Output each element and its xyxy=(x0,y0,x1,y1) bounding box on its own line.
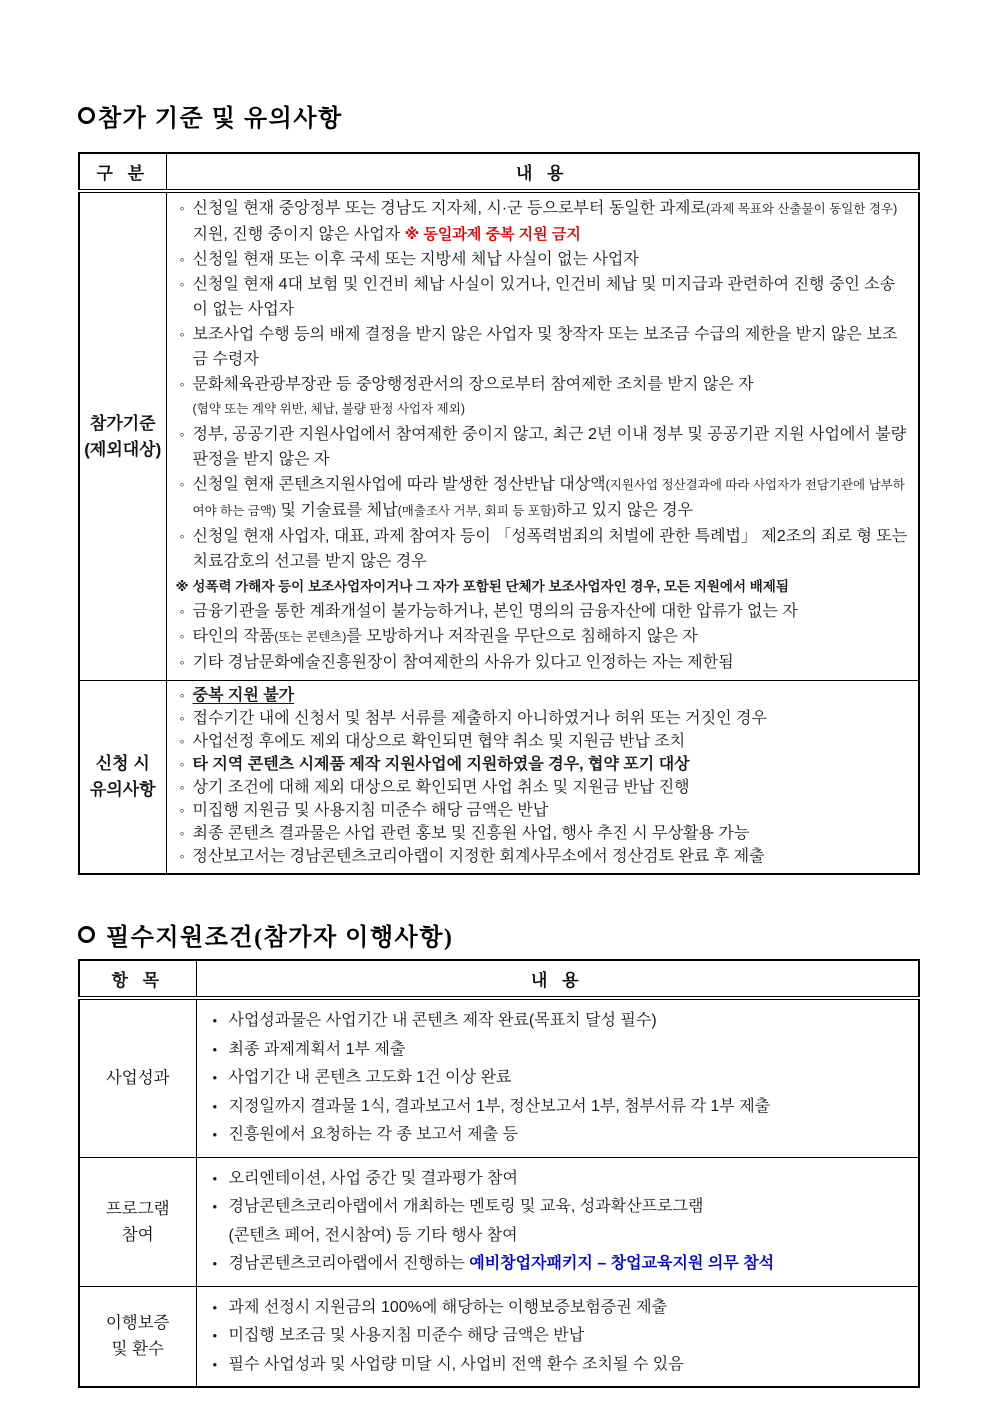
text-segment: 진흥원에서 요청하는 각 종 보고서 제출 등 xyxy=(228,1126,518,1143)
open-circle-bullet-icon: ◦ xyxy=(179,276,185,292)
open-circle-bullet-icon: ◦ xyxy=(179,756,185,772)
open-circle-bullet-icon: ◦ xyxy=(179,802,185,818)
section-participation-criteria xyxy=(78,98,920,875)
open-circle-bullet-icon: ◦ xyxy=(179,603,185,619)
open-circle-bullet-icon: ◦ xyxy=(179,476,185,492)
dot-bullet-icon: • xyxy=(212,1299,218,1315)
item-text xyxy=(193,845,911,868)
text-segment: 최종 과제계획서 1부 제출 xyxy=(228,1040,406,1058)
text-segment: 신청일 현재 4대 보험 및 인건비 체납 사실이 있거나, 인건비 체납 및 미지급과 관련하여 진행 중인 소송이 없는 사업자 xyxy=(192,276,896,318)
item-text xyxy=(193,422,911,472)
list-item xyxy=(211,1093,911,1122)
list-item xyxy=(211,1064,911,1093)
text-segment: 문화체육관광부장관 등 중앙행정관서의 장으로부터 참여제한 조치를 받지 않은 자 xyxy=(192,376,754,393)
list-item xyxy=(172,845,911,868)
table-header-row xyxy=(79,153,919,191)
table-row xyxy=(79,681,919,875)
item-text xyxy=(193,684,911,707)
item-text xyxy=(193,272,911,322)
dot-bullet-icon: • xyxy=(212,1170,218,1186)
open-circle-bullet-icon: ◦ xyxy=(179,251,185,267)
row-content-cell xyxy=(166,191,919,681)
text-segment: 경남콘텐츠코리아랩에서 진행하는 xyxy=(228,1255,470,1272)
list-item xyxy=(172,650,911,675)
dot-bullet-icon: • xyxy=(212,1127,218,1142)
dot-bullet-icon: • xyxy=(212,1098,218,1114)
item-text xyxy=(193,822,911,845)
list-item xyxy=(211,1322,911,1351)
table-row xyxy=(79,1157,919,1286)
list-item xyxy=(172,472,911,524)
text-segment: 과제 선정시 지원금의 100%에 해당하는 이행보증보험증권 제출 xyxy=(228,1298,668,1316)
text-segment: 보조사업 수행 등의 배제 결정을 받지 않은 사업자 및 창작자 또는 보조금 수급의 제한을 받지 않은 보조금 수령자 xyxy=(192,326,898,368)
circle-outline-icon xyxy=(78,107,95,124)
text-segment: 예비창업자패키지 – 창업교육지원 의무 참석 xyxy=(469,1255,775,1272)
row-content-cell xyxy=(196,1286,919,1387)
list-item xyxy=(172,776,911,799)
item-text xyxy=(193,799,911,822)
row-label-cell xyxy=(79,998,196,1157)
conditions-table xyxy=(78,959,920,1388)
open-circle-bullet-icon: ◦ xyxy=(179,779,185,795)
open-circle-bullet-icon: ◦ xyxy=(179,710,185,726)
item-text xyxy=(229,1322,911,1351)
open-circle-bullet-icon: ◦ xyxy=(179,848,185,864)
list-item xyxy=(172,624,911,650)
item-text xyxy=(229,1165,911,1194)
row-content-cell xyxy=(196,998,919,1157)
list-item xyxy=(172,422,911,472)
row-label-cell xyxy=(79,1286,196,1387)
row-label-cell xyxy=(79,191,166,681)
text-segment: 를 모방하거나 저작권을 무단으로 침해하지 않은 자 xyxy=(346,628,698,645)
table-row xyxy=(79,998,919,1157)
text-segment: 정부, 공공기관 지원사업에서 참여제한 중이지 않고, 최근 2년 이내 정부 및 공공기관 지원 사업에서 불량 판정을 받지 않은 자 xyxy=(192,426,907,468)
item-text xyxy=(193,247,911,272)
row-label-line: 신청 시 xyxy=(95,754,150,773)
item-text xyxy=(193,472,911,524)
item-text xyxy=(193,707,911,730)
text-segment: 기타 경남문화예술진흥원장이 참여제한의 사유가 있다고 인정하는 자는 제한됨 xyxy=(192,654,734,671)
item-text xyxy=(193,196,911,247)
item-text xyxy=(229,1036,911,1065)
open-circle-bullet-icon: ◦ xyxy=(179,654,185,670)
item-text xyxy=(193,753,911,776)
row-label-cell xyxy=(79,681,166,875)
text-segment: 최종 콘텐츠 결과물은 사업 관련 홍보 및 진흥원 사업, 행사 추진 시 무상활용 가능 xyxy=(192,825,750,842)
text-segment: 지원, 진행 중이지 않은 사업자 xyxy=(192,226,405,243)
table-row xyxy=(79,1286,919,1387)
text-segment: 금융기관을 통한 계좌개설이 불가능하거나, 본인 명의의 금융자산에 대한 압류가 없는 자 xyxy=(192,603,798,620)
row-label-line: 및 환수 xyxy=(111,1340,164,1359)
item-text xyxy=(175,524,911,599)
text-segment: (지원사업 정산결과에 따라 사업자가 전담기관에 납부하여야 하는 금액) xyxy=(192,478,905,518)
dot-bullet-icon: • xyxy=(212,1041,218,1057)
text-segment: 타인의 작품 xyxy=(192,628,275,645)
open-circle-bullet-icon: ◦ xyxy=(179,426,185,442)
item-text xyxy=(193,624,911,650)
row-content-cell xyxy=(196,1157,919,1286)
text-segment: 지정일까지 결과물 1식, 결과보고서 1부, 정산보고서 1부, 첨부서류 각 1부 제출 xyxy=(228,1097,771,1115)
list-item xyxy=(172,272,911,322)
section-mandatory-conditions xyxy=(78,917,920,1388)
item-text xyxy=(193,322,911,372)
list-item xyxy=(211,1165,911,1194)
dot-bullet-icon: • xyxy=(212,1070,218,1085)
list-item xyxy=(172,247,911,272)
text-segment: 사업기간 내 콘텐츠 고도화 1건 이상 완료 xyxy=(228,1069,512,1086)
dot-bullet-icon: • xyxy=(212,1013,218,1028)
conditions-table-body xyxy=(79,998,919,1387)
row-label-line: 참여 xyxy=(121,1225,154,1244)
row-label-line: 이행보증 xyxy=(105,1314,170,1333)
item-text xyxy=(229,1351,911,1380)
item-text xyxy=(193,599,911,624)
text-segment: 미집행 보조금 및 사용지침 미준수 해당 금액은 반납 xyxy=(228,1327,585,1344)
list-item xyxy=(211,1250,911,1279)
item-subline: (콘텐츠 페어, 전시참여) 등 기타 행사 참여 xyxy=(228,1226,518,1244)
text-segment: 신청일 현재 중앙정부 또는 경남도 지자체, 시·군 등으로부터 동일한 과제로 xyxy=(192,200,706,217)
item-subline: (협약 또는 계약 위반, 체납, 불량 판정 사업자 제외) xyxy=(192,402,465,416)
item-text xyxy=(229,1093,911,1122)
item-text xyxy=(229,1250,911,1279)
open-circle-bullet-icon: ◦ xyxy=(179,528,185,544)
item-text xyxy=(193,776,911,799)
table-row xyxy=(79,191,919,681)
row-label-line: 참가기준 xyxy=(89,413,156,433)
row-label-line: 사업성과 xyxy=(105,1069,170,1088)
section-title xyxy=(78,917,920,952)
column-header-content: 내 용 xyxy=(166,153,919,191)
open-circle-bullet-icon: ◦ xyxy=(179,825,185,841)
list-item xyxy=(211,1036,911,1065)
column-header-category: 구 분 xyxy=(79,153,166,191)
list-item xyxy=(172,599,911,624)
circle-outline-icon xyxy=(78,926,95,943)
text-segment: 및 기술료를 체납 xyxy=(276,502,398,519)
dot-bullet-icon: • xyxy=(212,1328,218,1343)
item-text xyxy=(229,1294,911,1323)
open-circle-bullet-icon: ◦ xyxy=(179,628,185,644)
column-header-content: 내 용 xyxy=(196,960,919,998)
text-segment: 중복 지원 불가 xyxy=(192,687,295,704)
text-segment: 필수 사업성과 및 사업량 미달 시, 사업비 전액 환수 조치될 수 있음 xyxy=(228,1355,684,1373)
list-item xyxy=(172,707,911,730)
row-label-cell xyxy=(79,1157,196,1286)
text-segment: (과제 목표와 산출물이 동일한 경우) xyxy=(705,202,898,216)
open-circle-bullet-icon: ◦ xyxy=(179,200,185,216)
item-text xyxy=(193,650,911,675)
criteria-table-body xyxy=(79,191,919,874)
list-item xyxy=(172,730,911,753)
section-title xyxy=(78,98,920,133)
row-label-line: 유의사항 xyxy=(89,780,156,799)
row-content-cell xyxy=(166,681,919,875)
list-item xyxy=(211,1007,911,1036)
text-segment: 접수기간 내에 신청서 및 첨부 서류를 제출하지 아니하였거나 허위 또는 거짓인 경우 xyxy=(192,710,767,727)
section-title-text: 필수지원조건(참가자 이행사항) xyxy=(106,925,454,951)
item-text xyxy=(193,372,911,422)
text-segment: 신청일 현재 또는 이후 국세 또는 지방세 체납 사실이 없는 사업자 xyxy=(192,251,639,268)
list-item xyxy=(172,196,911,247)
row-label-line: 프로그램 xyxy=(105,1199,170,1218)
list-item xyxy=(211,1294,911,1323)
item-text xyxy=(229,1193,911,1250)
text-segment: 오리엔테이션, 사업 중간 및 결과평가 참여 xyxy=(228,1169,518,1187)
list-item xyxy=(172,524,911,599)
text-segment: 상기 조건에 대해 제외 대상으로 확인되면 사업 취소 및 지원금 반납 진행 xyxy=(192,779,690,796)
dot-bullet-icon: • xyxy=(212,1199,218,1214)
list-item xyxy=(172,799,911,822)
table-header-row xyxy=(79,960,919,998)
text-segment: ※ 동일과제 중복 지원 금지 xyxy=(404,226,581,243)
section-title-text: 참가 기준 및 유의사항 xyxy=(98,106,343,132)
list-item xyxy=(172,684,911,707)
item-text xyxy=(229,1064,911,1093)
text-segment: 사업선정 후에도 제외 대상으로 확인되면 협약 취소 및 지원금 반납 조치 xyxy=(192,733,686,750)
list-item xyxy=(172,753,911,776)
text-segment: 사업성과물은 사업기간 내 콘텐츠 제작 완료(목표치 달성 필수) xyxy=(228,1012,657,1029)
text-segment: 경남콘텐츠코리아랩에서 개최하는 멘토링 및 교육, 성과확산프로그램 xyxy=(228,1198,704,1215)
item-text xyxy=(229,1007,911,1036)
text-segment: 하고 있지 않은 경우 xyxy=(556,502,694,519)
list-item xyxy=(211,1351,911,1380)
item-subline: ※ 성폭력 가해자 등이 보조사업자이거나 그 자가 포함된 단체가 보조사업자인 경우, 모든 지원에서 배제됨 xyxy=(175,579,789,594)
dot-bullet-icon: • xyxy=(212,1356,218,1372)
item-text xyxy=(193,730,911,753)
open-circle-bullet-icon: ◦ xyxy=(179,733,185,749)
text-segment: 정산보고서는 경남콘텐츠코리아랩이 지정한 회계사무소에서 정산검토 완료 후 제출 xyxy=(192,848,765,865)
text-segment: 타 지역 콘텐츠 시제품 제작 지원사업에 지원하였을 경우, 협약 포기 대상 xyxy=(192,756,690,773)
open-circle-bullet-icon: ◦ xyxy=(179,687,185,703)
list-item xyxy=(211,1193,911,1250)
item-text xyxy=(229,1121,911,1150)
list-item xyxy=(211,1121,911,1150)
text-segment: (매출조사 거부, 회피 등 포함) xyxy=(397,504,557,518)
text-segment: (또는 콘텐츠) xyxy=(274,630,347,644)
open-circle-bullet-icon: ◦ xyxy=(179,376,185,392)
column-header-item: 항 목 xyxy=(79,960,196,998)
list-item xyxy=(172,822,911,845)
list-item xyxy=(172,372,911,422)
row-label-line: (제외대상) xyxy=(84,439,162,459)
criteria-table xyxy=(78,152,920,875)
text-segment: 신청일 현재 콘텐츠지원사업에 따라 발생한 정산반납 대상액 xyxy=(192,476,606,493)
text-segment: 신청일 현재 사업자, 대표, 과제 참여자 등이 「성폭력범죄의 처벌에 관한 특례법」 제2조의 죄로 형 또는 치료감호의 선고를 받지 않은 경우 xyxy=(192,528,908,570)
open-circle-bullet-icon: ◦ xyxy=(179,326,185,342)
text-segment: 미집행 지원금 및 사용지침 미준수 해당 금액은 반납 xyxy=(192,802,549,819)
list-item xyxy=(172,322,911,372)
dot-bullet-icon: • xyxy=(212,1256,218,1271)
